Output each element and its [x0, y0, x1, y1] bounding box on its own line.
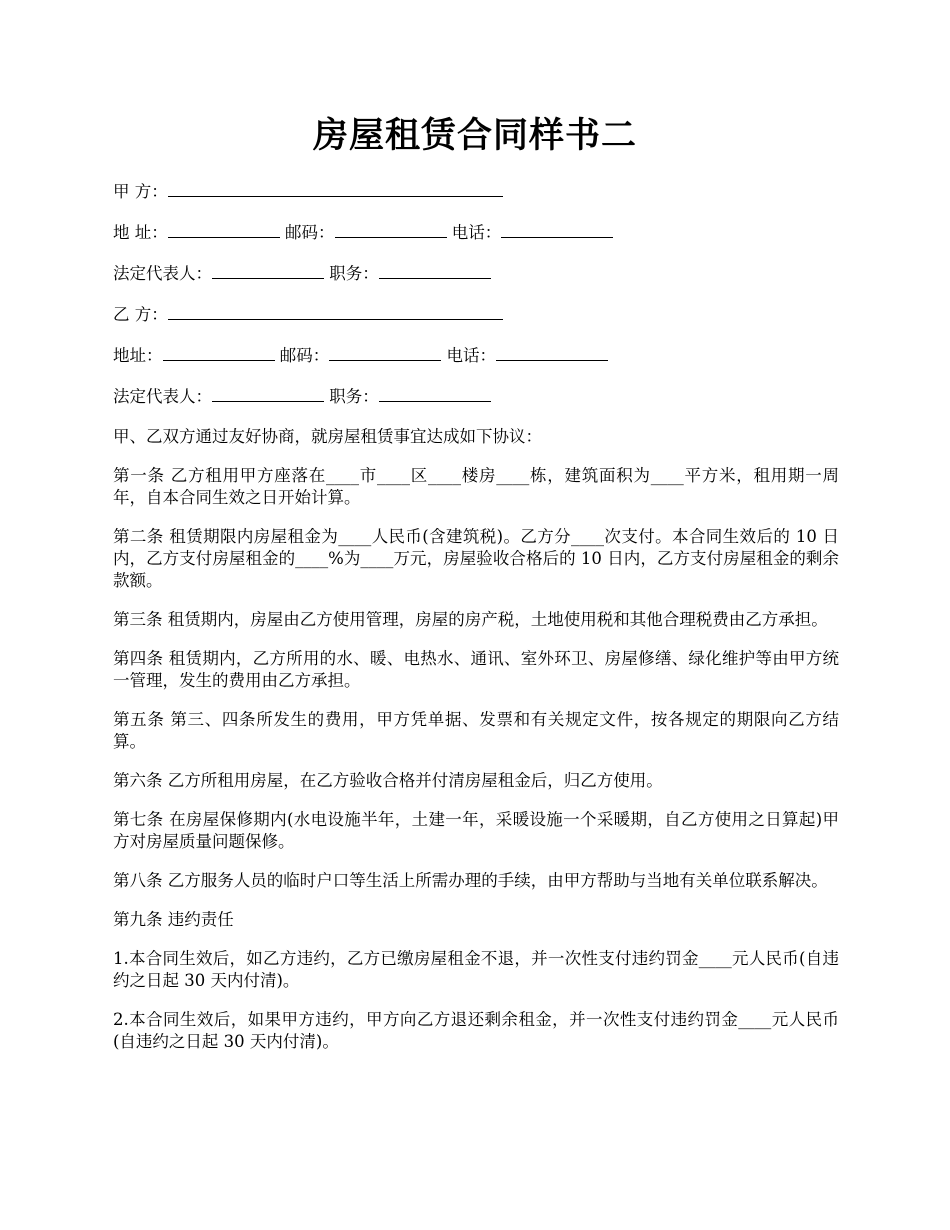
party-a-postcode-label: 邮码：	[285, 223, 335, 242]
party-b-phone-blank	[496, 344, 608, 361]
article-9-item-2: 2.本合同生效后，如果甲方违约，甲方向乙方退还剩余租金，并一次性支付违约罚金____元人民币(自违约之日起 30 天内付清)。	[113, 1010, 839, 1051]
party-b-line	[113, 303, 839, 325]
party-b-postcode-label: 邮码：	[279, 346, 330, 365]
party-b-rep-label: 法定代表人：	[113, 387, 212, 406]
party-a-phone-blank	[501, 221, 613, 238]
party-b-blank	[168, 303, 503, 320]
party-b-position-label: 职务：	[329, 387, 379, 406]
party-b-address-blank	[163, 344, 275, 361]
party-a-phone-label: 电话：	[451, 223, 502, 242]
party-a-position-blank	[379, 262, 491, 279]
document-body	[113, 180, 839, 1070]
article-9-item-1: 1.本合同生效后，如乙方违约，乙方已缴房屋租金不退，并一次性支付违约罚金____元人民币(自违约之日起 30 天内付清)。	[113, 949, 839, 990]
article-7: 第七条 在房屋保修期内(水电设施半年，土建一年，采暖设施一个采暖期，自乙方使用之日算起)甲方对房屋质量问题保修。	[113, 810, 839, 851]
party-b-address-label: 地址：	[113, 346, 163, 365]
party-b-position-blank	[379, 385, 491, 402]
party-a-address-label: 地 址：	[113, 223, 168, 242]
article-5: 第五条 第三、四条所发生的费用，甲方凭单据、发票和有关规定文件，按各规定的期限向乙方结算。	[113, 710, 839, 751]
document-title: 房屋租赁合同样书二	[312, 115, 637, 156]
party-a-line	[113, 180, 839, 202]
party-b-label: 乙 方：	[113, 305, 168, 324]
party-b-postcode-blank	[329, 344, 441, 361]
article-8: 第八条 乙方服务人员的临时户口等生活上所需办理的手续，由甲方帮助与当地有关单位联系解决。	[113, 871, 828, 890]
party-b-rep-line	[113, 385, 839, 407]
party-b-phone-label: 电话：	[446, 346, 496, 365]
party-a-address-line	[113, 221, 839, 243]
article-9-heading: 第九条 违约责任	[113, 910, 234, 929]
party-a-postcode-blank	[335, 221, 447, 238]
intro-paragraph: 甲、乙双方通过友好协商，就房屋租赁事宜达成如下协议：	[113, 427, 542, 446]
party-a-label: 甲 方：	[113, 182, 168, 201]
article-2: 第二条 租赁期限内房屋租金为____人民币(含建筑税)。乙方分____次支付。本合同生效后的 10 日内，乙方支付房屋租金的____%为____万元，房屋验收合格后的 10 日内，乙方支付房屋租金的剩余款额。	[113, 527, 839, 590]
party-b-rep-blank	[212, 385, 324, 402]
party-a-rep-line	[113, 262, 839, 284]
party-a-address-blank	[168, 221, 280, 238]
article-4: 第四条 租赁期内，乙方所用的水、暖、电热水、通讯、室外环卫、房屋修缮、绿化维护等由甲方统一管理，发生的费用由乙方承担。	[113, 649, 839, 690]
party-a-rep-label: 法定代表人：	[113, 264, 212, 283]
article-6: 第六条 乙方所租用房屋，在乙方验收合格并付清房屋租金后，归乙方使用。	[113, 771, 663, 790]
party-a-rep-blank	[212, 262, 324, 279]
article-1: 第一条 乙方租用甲方座落在____市____区____楼房____栋，建筑面积为____平方米，租用期一周年，自本合同生效之日开始计算。	[113, 466, 839, 507]
party-b-address-line	[113, 344, 839, 366]
article-3: 第三条 租赁期内，房屋由乙方使用管理，房屋的房产税，土地使用税和其他合理税费由乙方承担。	[113, 610, 828, 629]
party-a-blank	[168, 180, 503, 197]
party-a-position-label: 职务：	[329, 264, 379, 283]
